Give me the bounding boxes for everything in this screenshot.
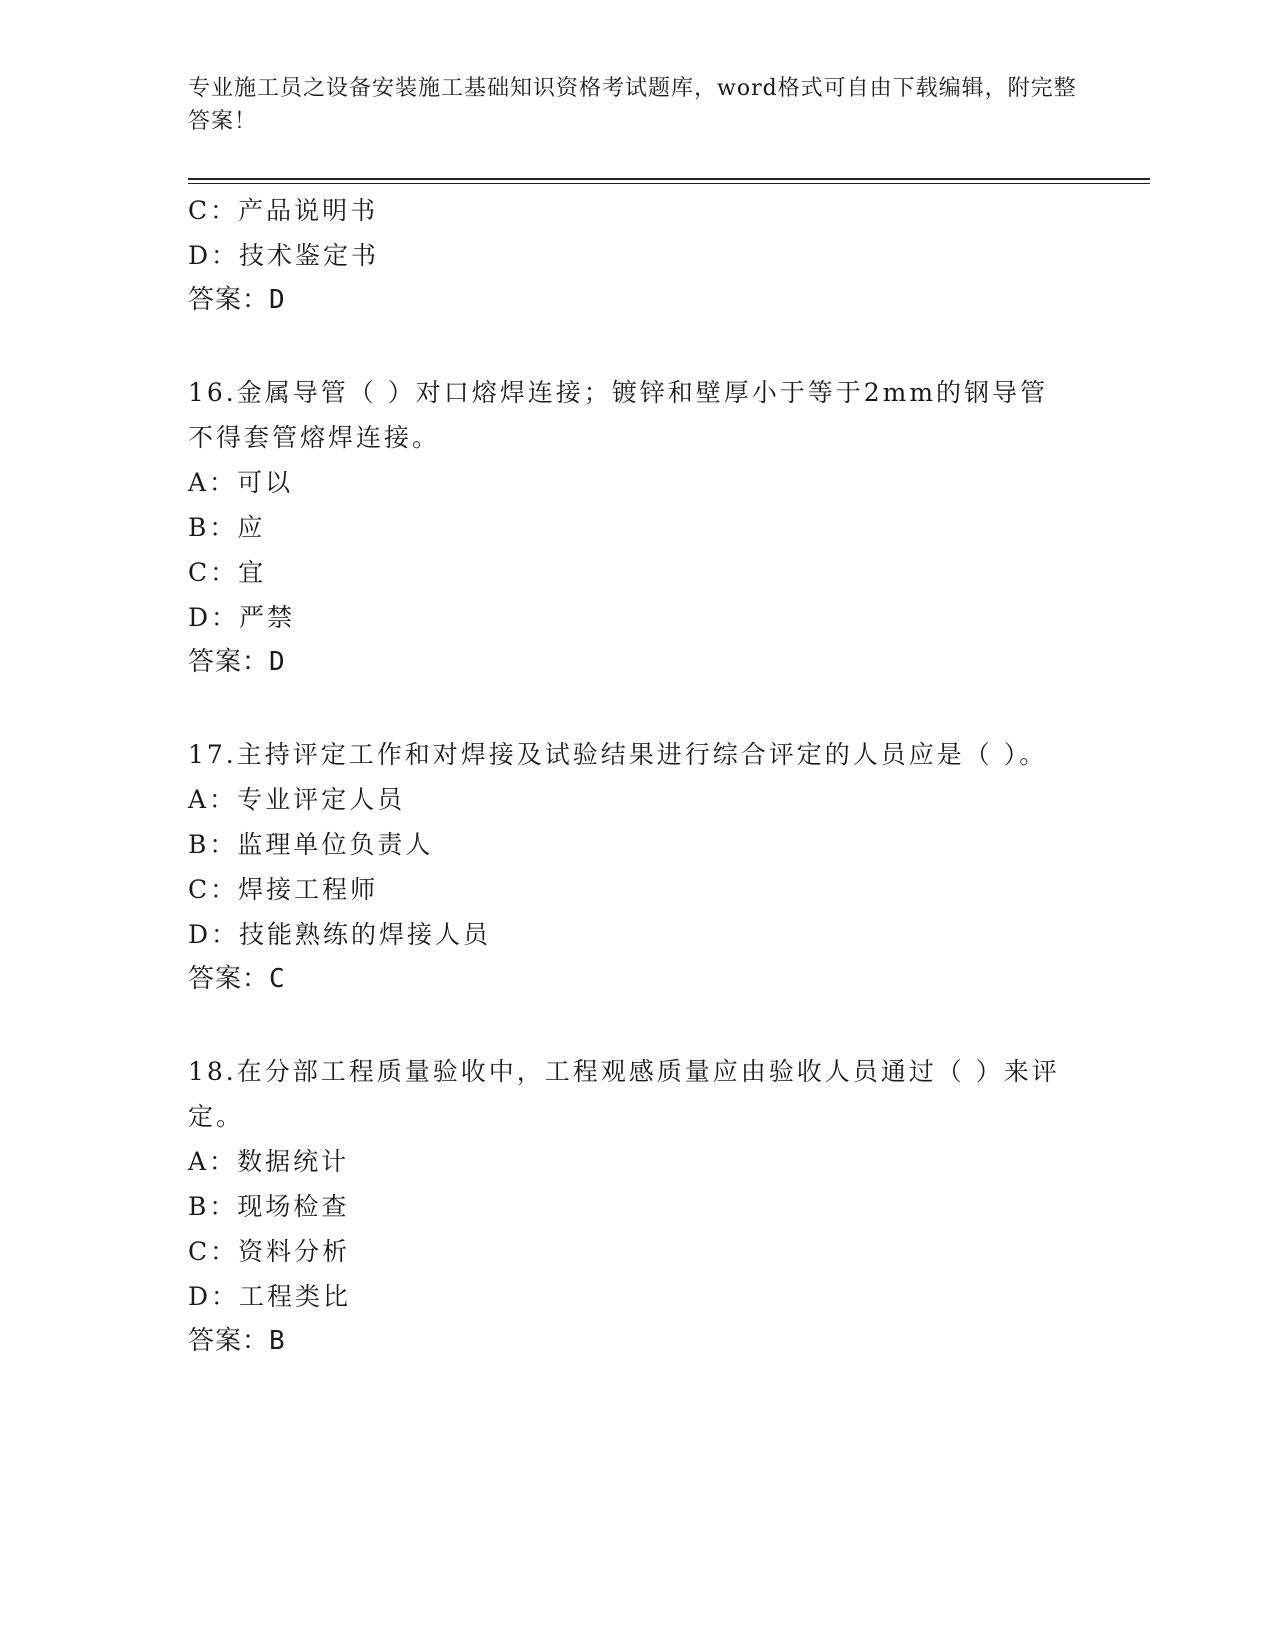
question-block-continued	[188, 188, 1088, 323]
option-text: 监理单位负责人	[237, 830, 434, 859]
option-text: 可以	[237, 468, 294, 497]
option-text: 焊接工程师	[238, 875, 379, 904]
document-header: 专业施工员之设备安装施工基础知识资格考试题库，word格式可自由下载编辑，附完整答案！	[188, 76, 1077, 134]
option-text: 产品说明书	[238, 196, 379, 225]
option-d	[188, 595, 1088, 640]
question-stem: 16.金属导管（ ）对口熔焊连接；镀锌和壁厚小于等于2mm的钢导管不得套管熔焊连接。	[188, 378, 1049, 452]
option-c	[188, 550, 1088, 595]
option-text: 严禁	[239, 603, 296, 632]
option-text: 应	[237, 513, 266, 542]
option-label: A：	[188, 785, 238, 814]
option-c	[188, 1229, 1088, 1274]
header-divider-thin	[188, 183, 1150, 184]
option-label: B：	[188, 1192, 238, 1221]
spacer	[188, 323, 1088, 370]
spacer	[188, 1002, 1088, 1049]
option-a	[188, 1139, 1088, 1184]
option-label: C：	[188, 558, 239, 587]
option-d	[188, 1274, 1088, 1319]
answer-line: 答案：C	[188, 964, 286, 994]
option-text: 宜	[238, 558, 267, 587]
question-list	[188, 188, 1088, 1364]
option-d	[188, 233, 1088, 278]
answer-line: 答案：D	[188, 647, 286, 677]
option-label: D：	[188, 241, 240, 270]
option-label: D：	[188, 920, 240, 949]
option-c	[188, 867, 1088, 912]
option-text: 资料分析	[238, 1237, 351, 1266]
option-label: C：	[188, 196, 239, 225]
option-label: C：	[188, 1237, 239, 1266]
option-text: 工程类比	[239, 1282, 352, 1311]
option-text: 专业评定人员	[237, 785, 406, 814]
option-label: C：	[188, 875, 239, 904]
option-label: D：	[188, 603, 240, 632]
answer-line: 答案：D	[188, 285, 286, 315]
question-block-18	[188, 1049, 1088, 1364]
option-b	[188, 1184, 1088, 1229]
question-block-17	[188, 732, 1088, 1002]
option-d	[188, 912, 1088, 957]
option-a	[188, 777, 1088, 822]
option-label: B：	[188, 830, 238, 859]
option-label: B：	[188, 513, 238, 542]
option-label: A：	[188, 468, 238, 497]
option-a	[188, 460, 1088, 505]
question-block-16	[188, 370, 1088, 685]
option-text: 技能熟练的焊接人员	[239, 920, 492, 949]
option-label: D：	[188, 1282, 240, 1311]
option-label: A：	[188, 1147, 238, 1176]
question-stem: 18.在分部工程质量验收中，工程观感质量应由验收人员通过（ ）来评定。	[188, 1057, 1060, 1131]
question-stem: 17.主持评定工作和对焊接及试验结果进行综合评定的人员应是（ ）。	[188, 740, 1048, 769]
spacer	[188, 685, 1088, 732]
option-b	[188, 822, 1088, 867]
answer-line: 答案：B	[188, 1326, 286, 1356]
option-c	[188, 188, 1088, 233]
header-divider-thick	[188, 178, 1150, 180]
option-text: 数据统计	[237, 1147, 350, 1176]
option-text: 现场检查	[237, 1192, 350, 1221]
option-text: 技术鉴定书	[239, 241, 380, 270]
option-b	[188, 505, 1088, 550]
